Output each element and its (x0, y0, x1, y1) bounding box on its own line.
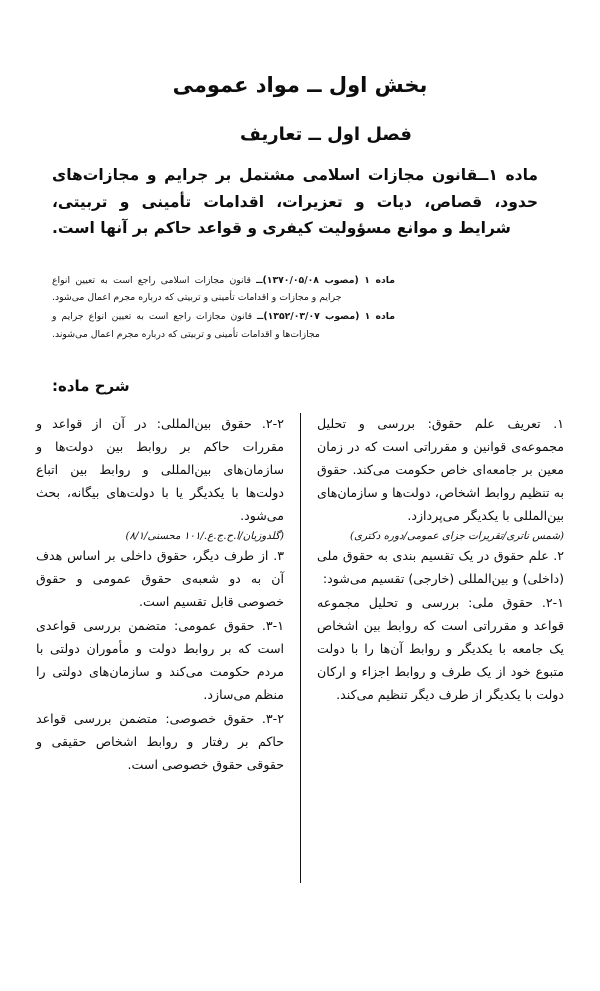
commentary-column-right (300, 413, 572, 883)
commentary-item: ۳-۱. حقوق عمومی: متضمن بررسی قواعدی است که بر روابط دولت و مأموران دولتی با مردم حکومت می‌کند و سازمان‌های دولتی را منظم می‌سازد. (36, 618, 284, 702)
history-note-heading: ماده ۱ (مصوب ۱۳۵۲/۰۳/۰۷)ــ (257, 311, 395, 323)
article-body (52, 162, 538, 242)
commentary-section-heading: شرح ماده: (52, 377, 130, 395)
article-text: قانون مجازات اسلامی مشتمل بر جرایم و مجازات‌های حدود، قصاص، دیات و تعزیرات، اقدامات تأمینی و تربیتی، شرایط و موانع مسؤولیت کیفری و قواعد حاکم بر آنها است. (52, 166, 538, 238)
commentary-citation: (شمس ناتری/تقریرات جزای عمومی/دوره دکتری) (350, 529, 564, 542)
part-title: بخش اول ــ مواد عمومی (172, 73, 428, 98)
history-note-text: قانون مجازات اسلامی راجع است به تعیین انواع جرایم و مجازات و اقدامات تأمینی و تربیتی که درباره مجرم اعمال می‌شود. (52, 275, 342, 304)
chapter-title: فصل اول ــ تعاریف (240, 123, 412, 145)
history-note (52, 308, 395, 342)
history-note-text: قانون مجازات راجع است به تعیین انواع جرایم و مجازات‌ها و اقدامات تأمینی و تربیتی که درباره مجرم اعمال می‌شوند. (52, 311, 320, 340)
commentary-item: ۳-۲. حقوق خصوصی: متضمن بررسی قواعد حاکم بر رفتار و روابط اشخاص حقیقی و حقوقی حقوق خصوصی است. (36, 710, 284, 772)
history-note-heading: ماده ۱ (مصوب ۱۳۷۰/۰۵/۰۸)ــ (256, 275, 395, 286)
commentary-item: ۳. از طرف دیگر، حقوق داخلی بر اساس هدف آن به دو شعبه‌ی حقوق عمومی و حقوق خصوصی قابل تقسیم است. (36, 548, 284, 610)
commentary-columns (28, 413, 572, 883)
commentary-item: ۲-۲. حقوق بین‌المللی: در آن از قواعد و مقررات حاکم بر روابط بین دولت‌ها و سازمان‌های بین‌المللی و روابط بین اتباع دولت‌ها با یکدیگر یا با دولت‌های بیگانه، بحث می‌شود. (36, 416, 284, 523)
commentary-item: ۲-۱. حقوق ملی: بررسی و تحلیل مجموعه قواعد و مقرراتی است که روابط بین اشخاص یک جامعه با یکدیگر و روابط آن‌ها را با دولت متبوع خود از یک طرف و روابط اجزاء و ارکان دولت با یکدیگر از طرف دیگر تنظیم می‌کند. (317, 595, 564, 702)
commentary-item: ۱. تعریف علم حقوق: بررسی و تحلیل مجموعه‌ی قوانین و مقرراتی است که در زمان معین بر جامعه‌ای خاص حکومت می‌کند. حقوق به تنظیم روابط اشخاص، دولت‌ها و سازمان‌های بین‌المللی با یکدیگر می‌پردازد. (317, 416, 564, 523)
commentary-column-left (28, 413, 300, 883)
history-note (52, 272, 395, 306)
article-label: ماده ۱ــ (477, 166, 539, 184)
commentary-citation: (گلدوزیان/ا.ح.ج.ع./۱۰۱ محسنی/۸/۱) (125, 529, 284, 542)
article-history-notes (52, 272, 395, 345)
commentary-item: ۲. علم حقوق در یک تقسیم بندی به حقوق ملی (داخلی) و بین‌المللی (خارجی) تقسیم می‌شود: (317, 548, 564, 587)
